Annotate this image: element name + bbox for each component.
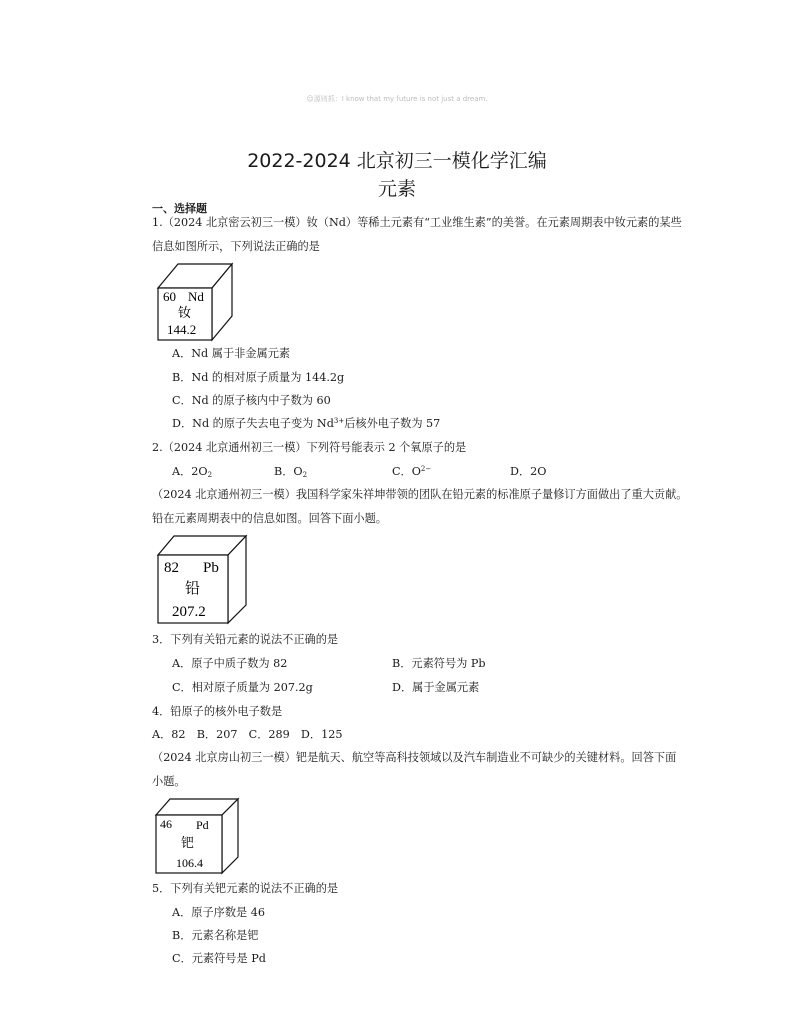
pb-passage-line2: 铅在元素周期表中的信息如图。回答下面小题。 bbox=[152, 512, 387, 525]
pb-passage-line1: （2024 北京通州初三一模）我国科学家朱祥坤带领的团队在铅元素的标准原子量修订方面做出了重大贡献。 bbox=[152, 488, 688, 501]
pb-mass: 207.2 bbox=[172, 604, 206, 620]
q2-option-c: C．$O^{2-}$ bbox=[392, 465, 432, 478]
pd-element-cube bbox=[150, 797, 242, 877]
q3-option-b: B．元素符号为 Pb bbox=[392, 657, 486, 670]
q1-option-c: C．Nd 的原子核内中子数为 60 bbox=[172, 394, 331, 407]
pd-symbol: Pd bbox=[196, 818, 209, 832]
q2-option-d: D．2O bbox=[510, 465, 547, 478]
pd-passage-line2: 小题。 bbox=[152, 775, 186, 788]
nd-element-cube bbox=[150, 262, 240, 342]
q3-option-c: C．相对原子质量为 207.2g bbox=[172, 681, 313, 694]
pd-mass: 106.4 bbox=[176, 856, 203, 870]
pb-atomic-number: 82 bbox=[164, 560, 179, 576]
nd-symbol: Nd bbox=[188, 289, 204, 304]
q1-option-a: A．Nd 属于非金属元素 bbox=[172, 347, 291, 360]
q1-stem-line2: 信息如图所示，下列说法正确的是 bbox=[152, 240, 320, 253]
q4-options: A．82 B．207 C．289 D．125 bbox=[152, 728, 343, 741]
q5-option-b: B．元素名称是钯 bbox=[172, 929, 259, 942]
q5-option-a: A．原子序数是 46 bbox=[172, 906, 265, 919]
q2-stem: 2.（2024 北京通州初三一模）下列符号能表示 2 个氧原子的是 bbox=[152, 441, 467, 454]
q1-stem-line1: 1.（2024 北京密云初三一模）钕（Nd）等稀土元素有“工业维生素”的美誉。在元素周期表中钕元素的某些 bbox=[152, 216, 682, 229]
q2-option-a: A．$2O_2$ bbox=[172, 465, 213, 479]
pb-name: 铅 bbox=[185, 581, 201, 597]
q3-stem: 3．下列有关铅元素的说法不正确的是 bbox=[152, 633, 339, 646]
watermark: ☺源则抓：I know that my future is not just a dream. bbox=[306, 95, 488, 103]
q4-stem: 4．铅原子的核外电子数是 bbox=[152, 705, 283, 718]
document-title: 2022-2024 北京初三一模化学汇编 bbox=[247, 150, 547, 172]
q2-option-b: B．$O_2$ bbox=[274, 465, 308, 479]
q1-option-b: B．Nd 的相对原子质量为 144.2g bbox=[172, 371, 345, 384]
document-subtitle: 元素 bbox=[377, 178, 416, 200]
pb-element-cube bbox=[150, 533, 250, 625]
pd-passage-line1: （2024 北京房山初三一模）钯是航天、航空等高科技领域以及汽车制造业不可缺少的关键材料。回答下面 bbox=[152, 751, 677, 764]
pd-name: 钯 bbox=[181, 835, 195, 850]
nd-mass: 144.2 bbox=[167, 322, 197, 337]
q3-option-d: D．属于金属元素 bbox=[392, 681, 480, 694]
nd-atomic-number: 60 bbox=[163, 289, 176, 304]
q1-option-d: D．Nd 的原子失去电子变为 $Nd^{3+}$后核外电子数为 57 bbox=[172, 417, 441, 430]
nd-name: 钕 bbox=[178, 305, 192, 320]
q5-stem: 5．下列有关钯元素的说法不正确的是 bbox=[152, 882, 339, 895]
pd-atomic-number: 46 bbox=[160, 817, 172, 831]
q5-option-c: C．元素符号是 Pd bbox=[172, 952, 266, 965]
section-heading: 一、选择题 bbox=[152, 202, 207, 215]
q3-option-a: A．原子中质子数为 82 bbox=[172, 657, 288, 670]
pb-symbol: Pb bbox=[203, 560, 219, 576]
